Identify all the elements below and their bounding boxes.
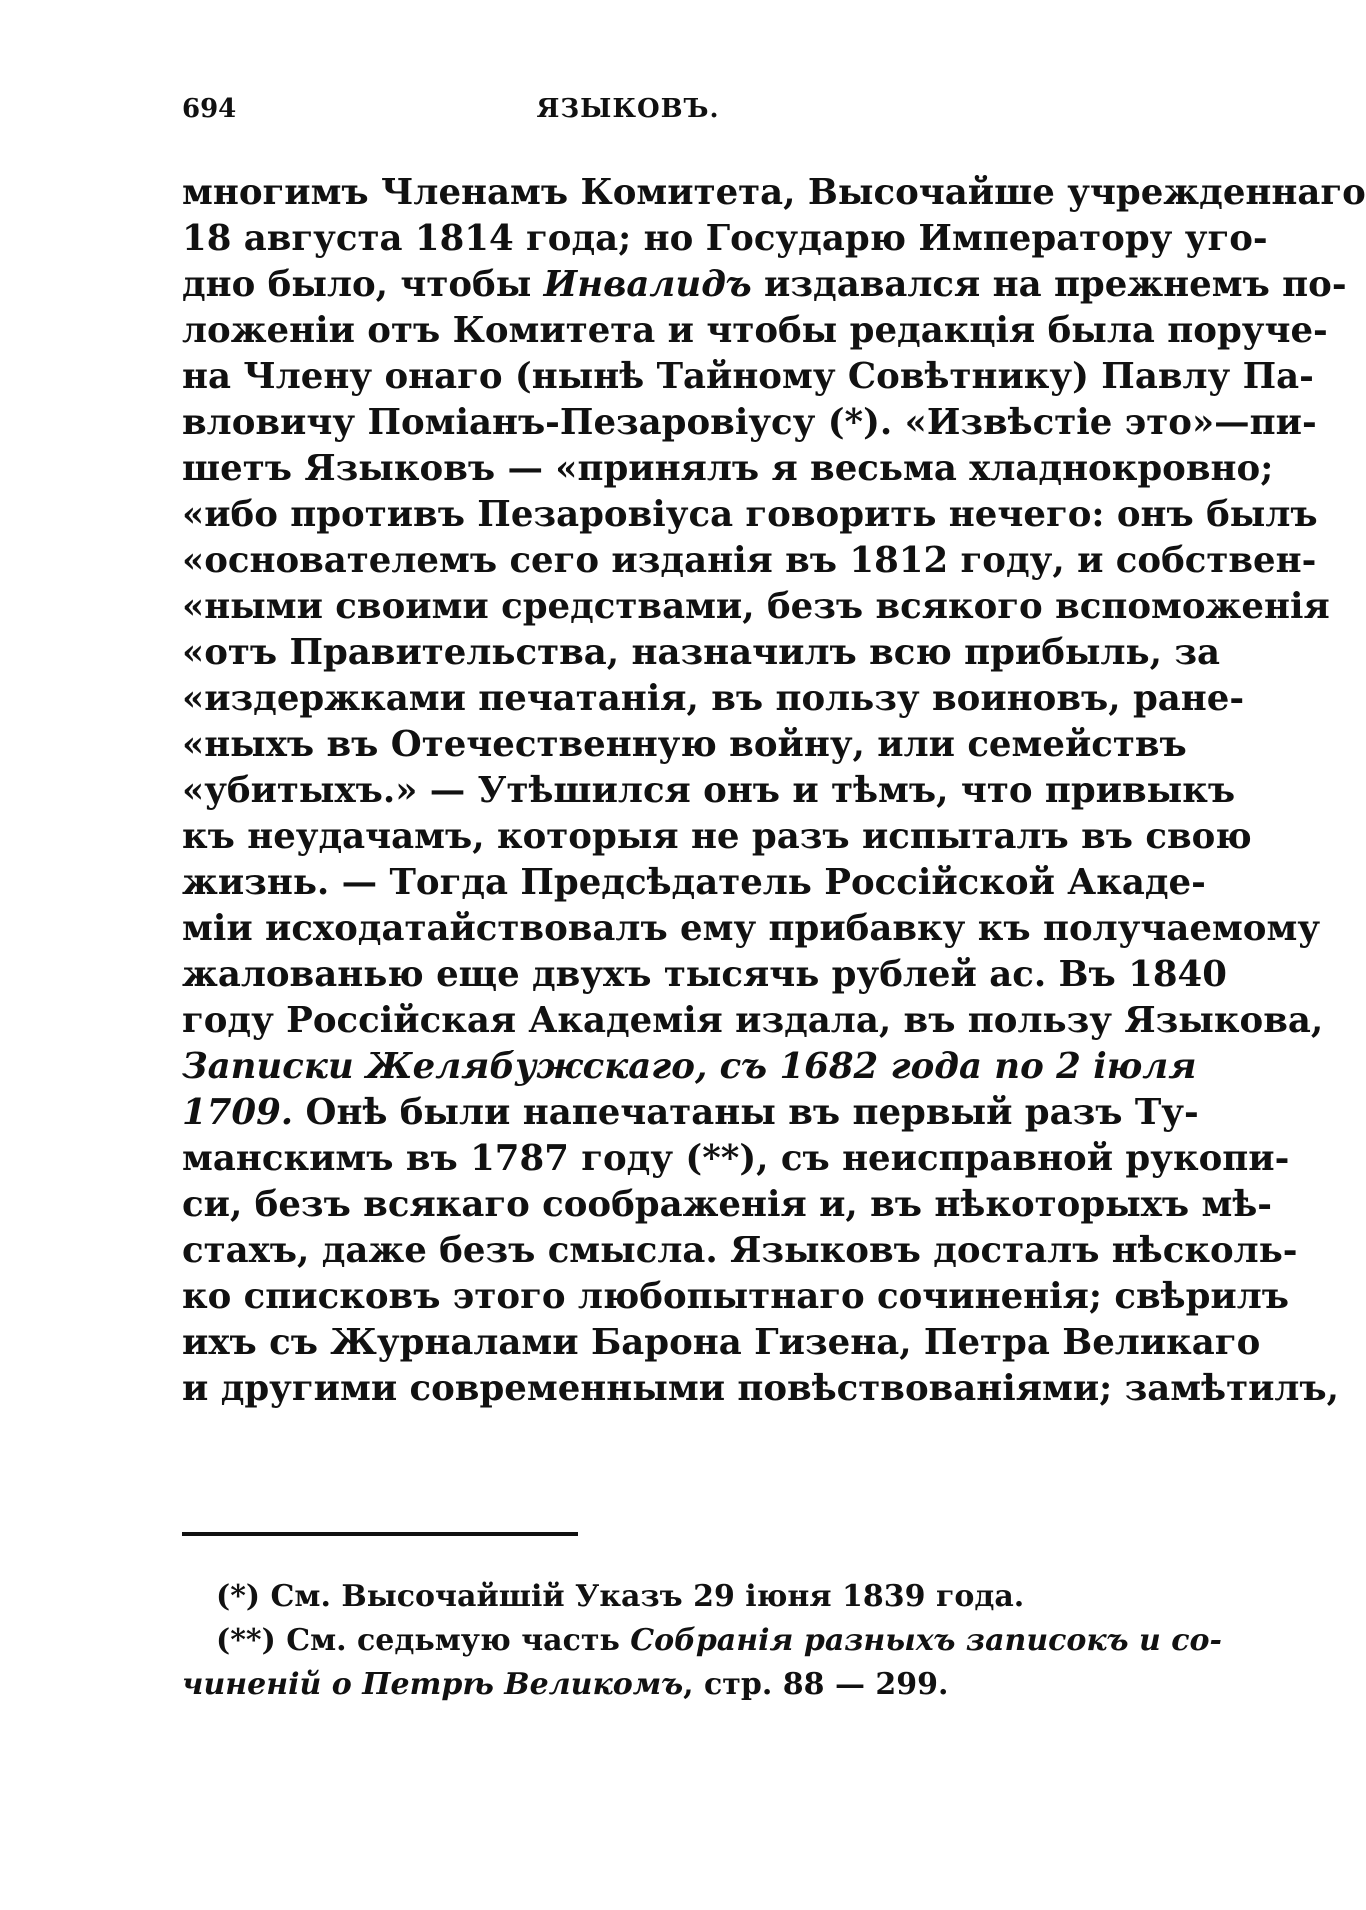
line-text: ихъ съ Журналами Барона Гизена, Петра Великаго <box>182 1322 1261 1363</box>
text-line <box>182 1182 1273 1228</box>
text-line <box>182 216 1268 262</box>
text-line <box>182 308 1328 354</box>
page-header <box>182 94 1074 134</box>
text-line <box>182 1090 1199 1136</box>
text-line <box>182 1136 1290 1182</box>
line-text: издавался на прежнемъ по- <box>751 264 1347 305</box>
italic-text: Инвалидъ <box>543 264 752 305</box>
line-text: «ныхъ въ Отечественную войну, или семействъ <box>182 724 1187 765</box>
text-line <box>182 952 1227 998</box>
footnote-2-pages: , стр. 88 — 299. <box>683 1667 949 1702</box>
line-text: «отъ Правительства, назначилъ всю прибыль, за <box>182 632 1221 673</box>
text-line <box>182 354 1314 400</box>
line-text: «основателемъ сего изданія въ 1812 году, и собствен- <box>182 540 1317 581</box>
line-text: и другими современными повѣствованіями; замѣтилъ, <box>182 1368 1340 1409</box>
italic-text: Записки Желябужскаго, съ 1682 года по 2 іюля <box>182 1046 1197 1087</box>
line-text: многимъ Членамъ Комитета, Высочайше учрежденнаго <box>182 172 1366 213</box>
line-text: «убитыхъ.» — Утѣшился онъ и тѣмъ, что привыкъ <box>182 770 1236 811</box>
text-line <box>182 768 1236 814</box>
text-line <box>182 446 1274 492</box>
text-line <box>182 1044 1197 1090</box>
line-text: «ными своими средствами, безъ всякого вспоможенія <box>182 586 1330 627</box>
line-text: ложеніи отъ Комитета и чтобы редакція была поруче- <box>182 310 1328 351</box>
text-line <box>182 860 1206 906</box>
line-text: си, безъ всякаго соображенія и, въ нѣкоторыхъ мѣ- <box>182 1184 1273 1225</box>
footnote-2-text: (**) См. седьмую часть <box>216 1623 631 1658</box>
line-text: жалованью еще двухъ тысячь рублей ас. Въ 1840 <box>182 954 1227 995</box>
text-line <box>182 722 1187 768</box>
text-line <box>182 998 1324 1044</box>
italic-text: 1709. <box>182 1092 294 1133</box>
line-text: Онѣ были напечатаны въ первый разъ Ту- <box>293 1092 1199 1133</box>
footnote-divider <box>182 1532 578 1536</box>
text-line <box>182 1320 1261 1366</box>
line-text: ко списковъ этого любопытнаго сочиненія; свѣрилъ <box>182 1276 1290 1317</box>
line-text: году Россійская Академія издала, въ пользу Языкова, <box>182 1000 1324 1041</box>
footnote-2-title-cont: чиненій о Петрѣ Великомъ <box>182 1667 684 1702</box>
footnote-2-continued <box>182 1663 1074 1707</box>
line-text: міи исходатайствовалъ ему прибавку къ получаемому <box>182 908 1321 949</box>
text-line <box>182 584 1330 630</box>
footnote-1-text: (*) См. Высочайшій Указъ 29 іюня 1839 года. <box>216 1579 1025 1614</box>
text-line <box>182 814 1252 860</box>
line-text: «ибо противъ Пезаровіуса говорить нечего: онъ былъ <box>182 494 1318 535</box>
footnote-2 <box>182 1619 1222 1663</box>
line-text: къ неудачамъ, которыя не разъ испыталъ въ свою <box>182 816 1252 857</box>
footnote-1 <box>182 1575 1074 1619</box>
line-text: жизнь. — Тогда Предсѣдатель Россійской Акаде- <box>182 862 1206 903</box>
line-text: шетъ Языковъ — «принялъ я весьма хладнокровно; <box>182 448 1274 489</box>
body-text <box>182 170 1366 1412</box>
text-line <box>182 538 1317 584</box>
text-line <box>182 906 1321 952</box>
text-line <box>182 1366 1340 1412</box>
running-head: ЯЗЫКОВЪ. <box>536 94 720 124</box>
line-text: на Члену онаго (нынѣ Тайному Совѣтнику) Павлу Па- <box>182 356 1314 397</box>
text-line <box>182 400 1317 446</box>
footnote-2-title: Собранія разныхъ записокъ и со- <box>630 1623 1222 1658</box>
line-text: вловичу Поміанъ-Пезаровіусу (*). «Извѣстіе это»—пи- <box>182 402 1317 443</box>
text-line <box>182 170 1366 216</box>
text-line <box>182 1274 1290 1320</box>
text-line <box>182 676 1245 722</box>
text-line <box>182 1228 1298 1274</box>
line-text: манскимъ въ 1787 году (**), съ неисправной рукопи- <box>182 1138 1290 1179</box>
text-line <box>182 262 1347 308</box>
line-text: «издержками печатанія, въ пользу воиновъ, ране- <box>182 678 1245 719</box>
line-text: 18 августа 1814 года; но Государю Императору уго- <box>182 218 1268 259</box>
line-text: стахъ, даже безъ смысла. Языковъ досталъ нѣсколь- <box>182 1230 1298 1271</box>
footnotes <box>182 1575 1222 1707</box>
text-line <box>182 630 1221 676</box>
line-text: дно было, чтобы <box>182 264 544 305</box>
text-line <box>182 492 1318 538</box>
page-number: 694 <box>182 94 237 124</box>
